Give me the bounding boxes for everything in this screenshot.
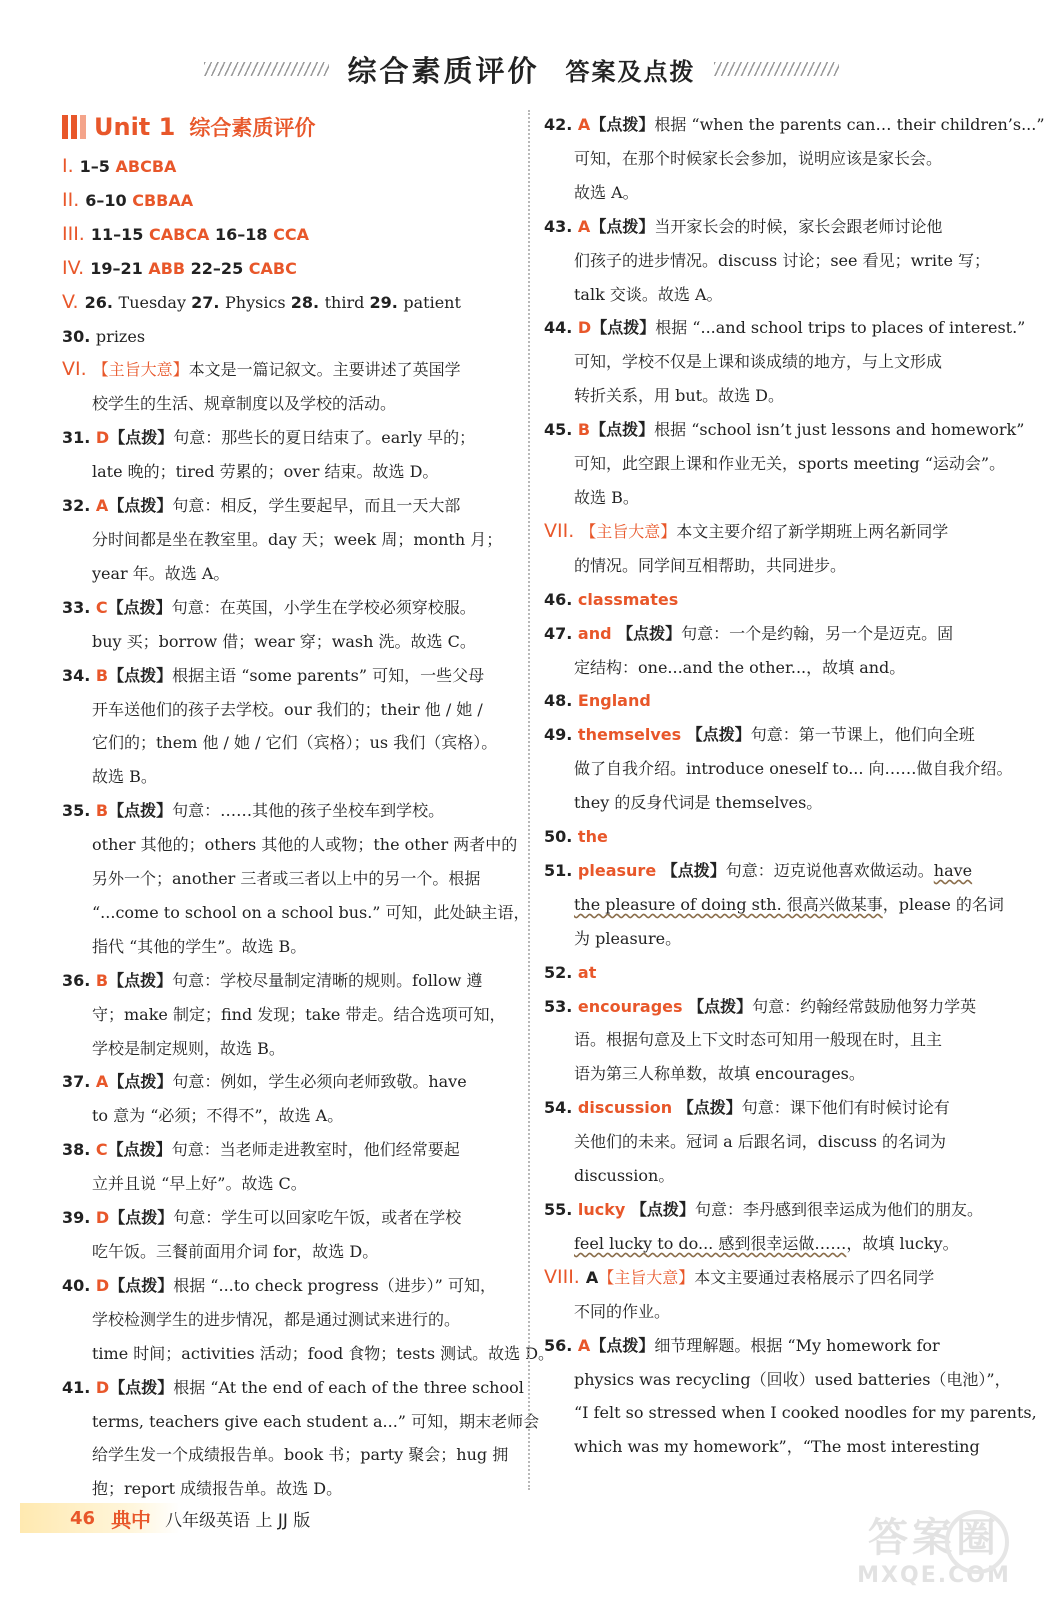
answer-text: 定结构：one...and the other...，故填 and。 [574, 657, 906, 677]
answer-text: A [95, 496, 109, 516]
answer-text: 给学生发一个成绩报告单。book 书；party 聚会；hug 拥 [92, 1445, 509, 1465]
answer-line [62, 387, 517, 421]
answer-line [62, 353, 517, 387]
answer-line [62, 591, 517, 625]
answer-text: 【点拨】 [108, 801, 173, 821]
answer-text: 51. [544, 860, 578, 880]
answer-line [62, 320, 517, 354]
answer-line [544, 922, 996, 956]
answer-text: 故选 B。 [574, 487, 639, 507]
answer-text: A [585, 1267, 599, 1287]
watermark-url: MXQE.COM [857, 1563, 1011, 1588]
answer-text: ，please 的名词 [882, 894, 1004, 914]
answer-text: they 的反身代词是 themselves。 [574, 793, 823, 813]
answer-text: 根据 “At the end of each of the three school [173, 1377, 524, 1397]
answer-text: England [577, 691, 651, 711]
answer-text: 句意：相反，学生要起早，而且一天大部 [172, 496, 461, 516]
answer-text: lucky [577, 1200, 626, 1219]
answer-text: 故选 A。 [574, 182, 639, 202]
answer-text: encourages [577, 996, 683, 1016]
answer-text: 44. [544, 318, 578, 338]
answer-text: to 意为 “必须；不得不”，故选 A。 [92, 1106, 344, 1126]
answer-text: II. [62, 188, 80, 211]
answer-text: 56. [544, 1335, 578, 1355]
answer-text: 另外一个；another 三者或三者以上中的另一个。根据 [92, 869, 481, 889]
answer-text: 【点拨】 [109, 1377, 174, 1397]
answer-text: 【点拨】 [590, 420, 655, 440]
answer-text: which was my homework”，“The most interesting [574, 1437, 980, 1457]
answer-line [62, 150, 517, 184]
answer-text: 抱；report 成绩报告单。故选 D。 [92, 1479, 343, 1499]
answer-line [62, 1303, 517, 1337]
answer-line [62, 693, 517, 727]
page-number: 46 [70, 1507, 96, 1529]
answer-text: 【点拨】 [108, 1072, 173, 1092]
answer-text: 22–25 [185, 258, 249, 278]
answer-line [544, 1261, 996, 1295]
answer-text: 32. [62, 496, 96, 516]
answer-line [62, 625, 517, 659]
answer-line [62, 1065, 517, 1099]
answer-line [62, 455, 517, 489]
answer-line [544, 617, 996, 651]
answer-text: late 晚的；tired 劳累的；over 结束。故选 D。 [92, 462, 439, 482]
answer-line [544, 244, 996, 278]
answer-text: 29. [369, 292, 404, 312]
answer-text: 47. [544, 623, 578, 643]
answer-line [544, 854, 996, 888]
answer-text: 6–10 [85, 190, 133, 210]
answer-text: 句意：在英国，小学生在学校必须穿校服。 [171, 597, 476, 617]
answer-text: 守；make 制定；find 发现；take 带走。结合选项可知， [92, 1004, 506, 1024]
answer-text: discussion [577, 1098, 673, 1118]
answer-text: 50. [544, 827, 578, 847]
answer-text: 19–21 [90, 258, 149, 278]
answer-text: 不同的作业。 [574, 1301, 671, 1321]
answer-text: 根据 “school isn’t just lessons and homework” [654, 420, 1025, 440]
header-decoration-left [204, 62, 329, 76]
page-header [0, 44, 1043, 94]
answer-text: at [577, 962, 597, 982]
answer-text: discussion。 [574, 1166, 675, 1186]
answer-text: 43. [544, 216, 578, 236]
answer-text: third [324, 292, 370, 312]
answer-text: 指代 “其他的学生”。故选 B。 [92, 936, 307, 956]
answer-text: 句意：课下他们有时候讨论有 [741, 1098, 950, 1118]
answer-line [62, 998, 517, 1032]
answer-text: 立并且说 “早上好”。故选 C。 [92, 1174, 307, 1194]
answer-text: 句意：例如，学生必须向老师致敬。have [172, 1072, 467, 1092]
answer-line [544, 108, 1045, 142]
answer-text: C [95, 1140, 108, 1160]
answer-text: 语为第三人称单数，故填 encourages。 [574, 1064, 865, 1084]
answer-text: 当开家长会的时候，家长会跟老师讨论他 [654, 216, 943, 236]
answer-line [544, 956, 996, 990]
right-answer-lines [544, 108, 1045, 1464]
answer-text: Physics [225, 292, 291, 312]
answer-text: Tuesday [118, 292, 192, 312]
answer-text: B [577, 420, 591, 440]
answer-text: A [577, 1335, 591, 1355]
answer-line [544, 1159, 996, 1193]
answer-line [544, 549, 996, 583]
answer-line [62, 828, 517, 862]
answer-line [62, 930, 517, 964]
answer-text: CABCA [148, 224, 210, 244]
answer-text: prizes [95, 326, 146, 346]
column-divider [528, 110, 530, 1490]
answer-text: 30. [62, 326, 96, 346]
answer-text: 可知，在那个时候家长会参加，说明应该是家长会。 [574, 148, 943, 168]
answer-text: 根据 “...to check progress（进步）” 可知， [173, 1275, 496, 1295]
answer-line [544, 447, 1006, 481]
answer-line [544, 142, 996, 176]
unit-bars-icon [62, 115, 86, 139]
answer-text: talk 交谈。故选 A。 [574, 284, 723, 304]
answer-text: 【主旨大意】 [92, 360, 189, 380]
answer-text: 开车送他们的孩子去学校。our 我们的；their 他 / 她 / [92, 699, 483, 719]
answer-text: 【点拨】 [656, 860, 726, 880]
answer-text: D [95, 1208, 110, 1228]
answer-text: 校学生的生活、规章制度以及学校的活动。 [92, 394, 397, 414]
answer-text: 【主旨大意】 [598, 1267, 695, 1287]
answer-line [544, 684, 996, 718]
answer-text: 42. [544, 115, 578, 134]
answer-line [544, 278, 996, 312]
answer-text: terms, teachers give each student a...” 可知，期末老师会 [92, 1411, 540, 1431]
answer-line [544, 515, 996, 549]
answer-text: 55. [544, 1200, 578, 1219]
answer-line [62, 1032, 517, 1066]
answer-text: 【点拨】 [681, 725, 751, 745]
answer-text: 根据 “...and school trips to places of interest.” [655, 318, 1026, 338]
answer-text: 26. [84, 292, 119, 312]
answer-text: III. [62, 222, 85, 245]
answer-text: 【点拨】 [107, 1140, 172, 1160]
book-title: 八年级英语 上 JJ 版 [165, 1510, 311, 1531]
answer-text: 28. [290, 292, 325, 312]
answer-line [62, 523, 517, 557]
answer-text: B [95, 665, 109, 685]
answer-text: 可知，学校不仅是上课和谈成绩的地方，与上文形成 [574, 352, 943, 372]
answer-text: the pleasure of doing sth. 很高兴做某事 [574, 894, 883, 914]
answer-text: patient [403, 292, 461, 312]
answer-line [62, 1405, 540, 1439]
page-footer [20, 1498, 310, 1538]
answer-line [544, 481, 996, 515]
answer-text: 54. [544, 1098, 578, 1118]
answer-text: ABB [148, 258, 186, 278]
answer-text: 学校检测学生的进步情况，都是通过测试来进行的。 [92, 1309, 461, 1329]
answer-text: 35. [62, 801, 96, 821]
answer-line [544, 379, 996, 413]
answer-text: VIII. [544, 1265, 580, 1288]
answer-text: have [933, 860, 973, 880]
answer-line [544, 311, 1026, 345]
watermark-text: 答案圈 [868, 1515, 1000, 1561]
answer-text: 本文是一篇记叙文。主要讲述了英国学 [188, 360, 461, 380]
answer-line [544, 1329, 996, 1363]
answer-text: 45. [544, 420, 578, 440]
answer-text: 句意：约翰经常鼓励他努力学英 [752, 996, 977, 1016]
answer-text: 46. [544, 589, 578, 609]
answer-text: 【点拨】 [109, 428, 174, 448]
answer-text: 【点拨】 [625, 1200, 695, 1219]
answer-line [544, 1091, 996, 1125]
answer-text: classmates [577, 589, 679, 609]
answer-text: time 时间；activities 活动；food 食物；tests 测试。故选 D。 [92, 1343, 555, 1363]
answer-text: the [577, 827, 608, 847]
answer-text: 31. [62, 428, 96, 448]
answer-line [62, 726, 517, 760]
answer-line [62, 286, 517, 320]
answer-line [62, 252, 517, 286]
answer-text: 【点拨】 [107, 597, 172, 617]
answer-line [62, 1235, 517, 1269]
page-number-background [20, 1503, 180, 1533]
header-decoration-right [714, 62, 839, 76]
answer-text: 句意：学校尽量制定清晰的规则。follow 遵 [172, 970, 483, 990]
answer-text: A [577, 216, 591, 236]
answer-text: VII. [544, 519, 575, 542]
answer-line [544, 345, 996, 379]
answer-line [62, 794, 517, 828]
answer-text: 49. [544, 725, 578, 745]
answer-text: 分时间都是坐在教室里。day 天；week 周；month 月； [92, 529, 503, 549]
answer-text: 53. [544, 996, 578, 1016]
answer-line [544, 176, 996, 210]
answer-line [62, 1438, 517, 1472]
answer-line [62, 557, 517, 591]
answer-text: 本文主要通过表格展示了四名同学 [694, 1267, 935, 1287]
page-subtitle: 答案及点拨 [565, 57, 696, 86]
answer-line [62, 1269, 517, 1303]
answer-text: B [95, 970, 109, 990]
answer-line [544, 786, 996, 820]
answer-line [544, 1396, 1037, 1430]
answer-line [62, 659, 517, 693]
answer-text: 37. [62, 1072, 96, 1092]
answer-text: “I felt so stressed when I cooked noodles for my parents, [574, 1403, 1037, 1423]
answer-text: VI. [62, 358, 87, 381]
answer-line [544, 210, 996, 244]
answer-line [544, 888, 1004, 922]
answer-text: CBBAA [132, 190, 194, 210]
answer-text: 做了自我介绍。introduce oneself to... 向……做自我介绍。 [574, 759, 1013, 779]
answer-text: 句意：迈克说他喜欢做运动。 [725, 860, 934, 880]
answer-text: 句意：那些长的夏日结束了。early 早的； [173, 428, 476, 448]
watermark-circle-icon [945, 1510, 1009, 1574]
answer-line [544, 820, 996, 854]
answer-text: 【点拨】 [590, 115, 655, 134]
answer-line [62, 1371, 524, 1405]
answer-text: 句意：第一节课上，他们向全班 [750, 725, 975, 745]
answer-text: 【点拨】 [108, 970, 173, 990]
answer-line [544, 651, 996, 685]
answer-text: 关他们的未来。冠词 a 后跟名词，discuss 的名词为 [574, 1132, 947, 1152]
answer-text: year 年。故选 A。 [92, 563, 230, 583]
answer-line [62, 964, 517, 998]
answer-text: 转折关系，用 but。故选 D。 [574, 386, 784, 406]
answer-text: buy 买；borrow 借；wear 穿；wash 洗。故选 C。 [92, 631, 476, 651]
answer-line [62, 1201, 517, 1235]
answer-text: 11–15 [90, 224, 149, 244]
answer-text: 句意：学生可以回家吃午饭，或者在学校 [173, 1208, 462, 1228]
answer-text: CCA [273, 224, 309, 244]
answer-text: A [577, 115, 591, 134]
answer-line [62, 896, 530, 930]
answer-text: 16–18 [209, 224, 274, 244]
answer-text: D [95, 1377, 110, 1397]
answer-text: 句意：……其他的孩子坐校车到学校。 [172, 801, 445, 821]
answer-line [62, 1337, 555, 1371]
answer-text: 故选 B。 [92, 767, 157, 787]
answer-text: ABCBA [115, 157, 177, 176]
answer-line [544, 990, 996, 1024]
answer-text: 【点拨】 [590, 216, 655, 236]
answer-line [62, 760, 517, 794]
answer-text: 【点拨】 [611, 623, 682, 643]
answer-text: D [95, 1275, 110, 1295]
left-answer-lines [62, 150, 555, 1506]
answer-text: and [577, 623, 612, 643]
answer-line [62, 862, 517, 896]
answer-line [62, 1133, 517, 1167]
answer-text: 39. [62, 1208, 96, 1228]
answer-text: 41. [62, 1377, 96, 1397]
unit-label: Unit 1 [94, 113, 176, 141]
answer-text: 细节理解题。根据 “My homework for [654, 1335, 940, 1355]
answer-text: A [95, 1072, 109, 1092]
right-column [544, 108, 1045, 1464]
answer-line [62, 184, 517, 218]
answer-text: “...come to school on a school bus.” 可知，此处缺主语， [92, 902, 530, 922]
answer-text: themselves [577, 725, 682, 745]
answer-text: V. [62, 290, 79, 313]
answer-line [62, 218, 517, 252]
answer-line [544, 718, 996, 752]
answer-line [62, 489, 517, 523]
answer-text: 27. [191, 292, 225, 312]
answer-text: 句意：一个是约翰，另一个是迈克。固 [681, 623, 954, 643]
answer-text: 【点拨】 [591, 318, 656, 338]
answer-text: 语。根据句意及上下文时态可知用一般现在时，且主 [574, 1030, 943, 1050]
answer-text: 可知，此空跟上课和作业无关，sports meeting “运动会”。 [574, 454, 1006, 474]
answer-text: 【主旨大意】 [580, 521, 677, 541]
answer-line [62, 1167, 517, 1201]
answer-text: 句意：李丹感到很幸运成为他们的朋友。 [694, 1200, 983, 1219]
answer-text: B [95, 801, 109, 821]
answer-text: D [577, 318, 592, 338]
answer-text: 根据 “when the parents can… their children’s...” [654, 115, 1045, 134]
answer-line [544, 1227, 996, 1261]
answer-text: C [95, 597, 108, 617]
answer-text: 33. [62, 597, 96, 617]
answer-text: CABC [248, 258, 297, 278]
answer-text: I. [62, 155, 74, 177]
answer-text: physics was recycling（回收）used batteries（电池）”， [574, 1369, 1011, 1389]
answer-line [62, 421, 517, 455]
answer-text: 52. [544, 962, 578, 982]
answer-text: 为 pleasure。 [574, 928, 682, 948]
answer-line [544, 752, 1013, 786]
answer-line [62, 1099, 517, 1133]
answer-text: pleasure [577, 860, 657, 880]
answer-text: 的情况。同学间互相帮助，共同进步。 [574, 555, 847, 575]
watermark [839, 1502, 1029, 1592]
answer-text: 根据主语 “some parents” 可知，一些父母 [172, 665, 485, 685]
answer-text: IV. [62, 256, 85, 279]
answer-text: 【点拨】 [108, 665, 173, 685]
answer-line [544, 1125, 996, 1159]
answer-text: 【点拨】 [108, 496, 173, 516]
answer-text: 34. [62, 665, 96, 685]
answer-line [544, 583, 996, 617]
left-column [62, 108, 555, 1506]
answer-text: 48. [544, 691, 578, 711]
answer-line [544, 1363, 1011, 1397]
unit-heading [62, 108, 517, 146]
answer-text: 它们的；them 他 / 她 / 它们（宾格）；us 我们（宾格）。 [92, 733, 498, 753]
answer-text: 们孩子的进步情况。discuss 讨论；see 看见；write 写； [574, 250, 991, 270]
answer-text: 学校是制定规则，故选 B。 [92, 1038, 285, 1058]
unit-title: 综合素质评价 [189, 116, 316, 140]
answer-text: 【点拨】 [109, 1275, 174, 1295]
brand-logo: 典中 [111, 1507, 152, 1532]
answer-text: 36. [62, 970, 96, 990]
answer-text: feel lucky to do... 感到很幸运做…… [574, 1233, 847, 1253]
answer-text: 【点拨】 [672, 1098, 742, 1118]
answer-text: 40. [62, 1275, 96, 1295]
answer-text: other 其他的；others 其他的人或物；the other 两者中的 [92, 835, 518, 855]
answer-text: 【点拨】 [682, 996, 753, 1016]
answer-text: 【点拨】 [109, 1208, 174, 1228]
answer-line [544, 1295, 996, 1329]
answer-line [544, 413, 1025, 447]
answer-line [544, 1430, 996, 1464]
page-title: 综合素质评价 [347, 53, 540, 88]
answer-line [544, 1057, 996, 1091]
answer-text: 本文主要介绍了新学期班上两名新同学 [676, 521, 949, 541]
answer-text: ，故填 lucky。 [846, 1233, 959, 1253]
answer-text: D [95, 428, 110, 448]
answer-text: 吃午饭。三餐前面用介词 for，故选 D。 [92, 1242, 379, 1261]
answer-line [544, 1193, 996, 1227]
answer-line [544, 1023, 996, 1057]
answer-text: 38. [62, 1140, 96, 1160]
answer-text: 句意：当老师走进教室时，他们经常要起 [171, 1140, 460, 1160]
answer-text: 【点拨】 [590, 1335, 655, 1355]
answer-text: 1–5 [79, 157, 116, 176]
